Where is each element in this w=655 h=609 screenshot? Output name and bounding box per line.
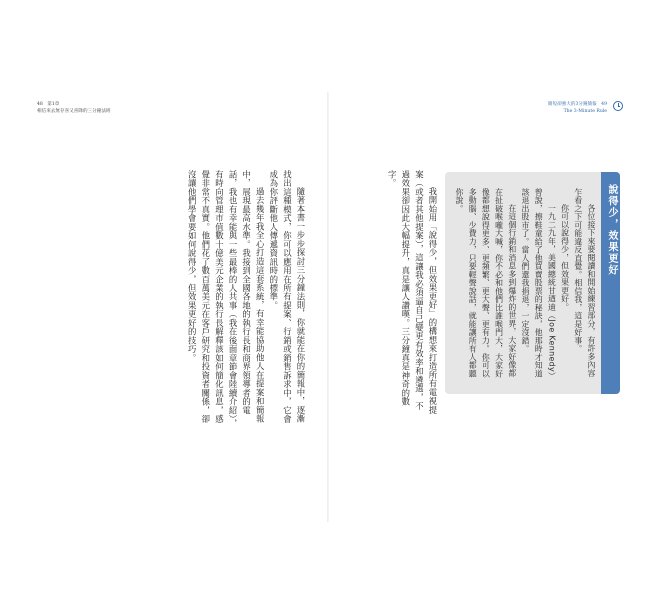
sidebar-text <box>454 188 598 383</box>
left-paragraph-2: 過去幾年我全心打造這套系統，有幸能協助他人在提案和簡報中，展現最高水準。我接到全國各地的執行長和商界領導者的電話，我也有幸能與一些最棒的人共事（我在後面章節會陸續介紹），有時向管理市值數十億美元企業的執行長解釋該如何簡化訊息，感覺非常不真實。他們花了數百萬美元在客戶研究和投資者關係，卻沒讓他們學會要如何說得少，但效果更好的技巧。 <box>187 170 266 429</box>
right-page-body <box>384 170 439 415</box>
chapter-label: 第1章 <box>47 102 60 107</box>
right-header-title: 簡短卻強大的3分鐘簡報 <box>547 102 597 107</box>
sidebar-paragraph-1: 各位接下來要閱讀和開始練習部分，有許多內容乍看之下可能違反直覺。相信我，這是好事。 <box>573 188 596 378</box>
sidebar-title: 說得少，效果更好 <box>606 184 617 276</box>
right-header-subtitle: The 3-Minute Rule <box>563 108 607 114</box>
clock-icon <box>613 101 623 111</box>
left-page-number: 48 <box>37 102 43 107</box>
sidebar-title-bar <box>601 172 620 394</box>
sidebar-box <box>445 172 620 394</box>
left-paragraph-1: 隨著本書一步步探討三分鐘法則，你就能在你的簡報中，逐漸找出這種模式，你可以應用在所有提案、行銷或銷售訴求中，它會成為你評斷他人傳遞資訊時的標準。 <box>268 170 306 424</box>
sidebar-paragraph-4: 在這個行銷和消息多到爆炸的世界，大家好像都在扯破喉嚨大喊，你不必和他們比誰喉門大，大家好像都想說得更多、更頻繁、更大聲、更有力。你可以多動腦、少費力，只要輕聲說話，就能讓所有人都聽你說。 <box>454 188 517 378</box>
book-gutter <box>327 92 329 522</box>
book-spread <box>27 92 629 522</box>
sidebar-paragraph-3: 一九二九年，美國總統甘迺迪（Joe Kennedy）曾說，擦鞋童給了他買賣股票的秘訣，他那時才知道該退出股市了。當人們還我捐退，一定沒錯。 <box>520 188 557 381</box>
sidebar-paragraph-2: 你可以說得少，但效果更好。 <box>560 203 570 312</box>
left-page-body <box>157 170 307 430</box>
right-page-number: 49 <box>601 102 607 107</box>
right-running-head <box>548 102 607 115</box>
chapter-title: 相信來去無存喜又喜降的三分鐘法則 <box>37 108 111 114</box>
left-running-head <box>37 102 111 115</box>
right-paragraph-1: 我開始用「說得少，但效果更好」的構想來打造所有電視提案（或者其他提案），這讓我必須逼自己變更有效率和遴選，不過效果卻因此大幅提升，真是讓人讚嘆。三分鐘真是神奇的數字。 <box>387 170 438 415</box>
